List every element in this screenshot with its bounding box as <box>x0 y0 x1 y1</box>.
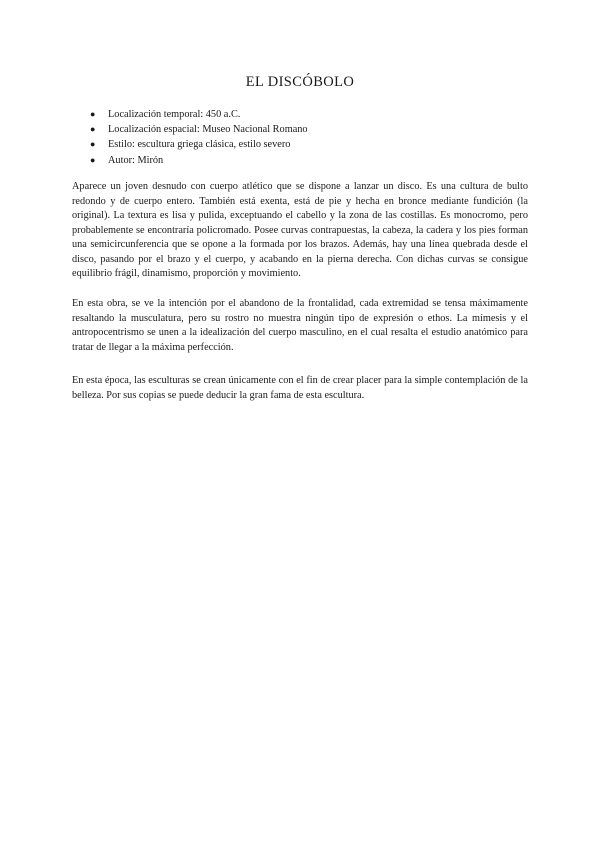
bullet-text-author: Autor: Mirón <box>108 154 164 166</box>
list-item <box>90 153 510 168</box>
bullet-text-location: Localización espacial: Museo Nacional Romano <box>108 124 308 136</box>
list-item <box>90 107 510 122</box>
bullet-icon: ● <box>90 109 96 119</box>
paragraph-analysis: En esta obra, se ve la intención por el abandono de la frontalidad, cada extremidad se tensa máximamente resaltando la musculatura, pero su rostro no muestra ningún tipo de expresión o ethos. La mímesis y el antropocentrismo se unen a la idealización del cuerpo masculino, en el cual resalta el estudio anatómico para tratar de llegar a la máxima perfección. <box>72 298 528 353</box>
bullet-text-style: Estilo: escultura griega clásica, estilo severo <box>108 139 291 151</box>
document-title: EL DISCÓBOLO <box>245 74 355 90</box>
list-item <box>90 137 510 152</box>
bullet-icon: ● <box>90 154 96 165</box>
info-bullet-list <box>90 107 510 168</box>
bullet-icon: ● <box>90 139 96 150</box>
bullet-text-date: Localización temporal: 450 a.C. <box>108 109 241 120</box>
list-item <box>90 122 510 137</box>
paragraph-context: En esta época, las esculturas se crean únicamente con el fin de crear placer para la simple contemplación de la belleza. Por sus copias se puede deducir la gran fama de esta escultura. <box>72 375 528 401</box>
bullet-icon: ● <box>90 124 96 135</box>
paragraph-description: Aparece un joven desnudo con cuerpo atlético que se dispone a lanzar un disco. Es una cultura de bulto redondo y de cuerpo entero. También está exenta, está de pie y hecha en bronce mediante fundición (la original). La textura es lisa y pulida, exceptuando el cabello y la zona de las costillas. Es monocromo, pero probablemente se encontraría policromado. Posee curvas contrapuestas, la cabeza, la cadera y los pies forman una semicircunferencia que se opone a la formada por los brazos. Además, hay una línea quebrada desde el disco, pasando por el brazo y el cuerpo, y acabando en la pierna derecha. Con dichas curvas se consigue equilibrio frágil, dinamismo, proporción y movimiento. <box>72 181 528 280</box>
